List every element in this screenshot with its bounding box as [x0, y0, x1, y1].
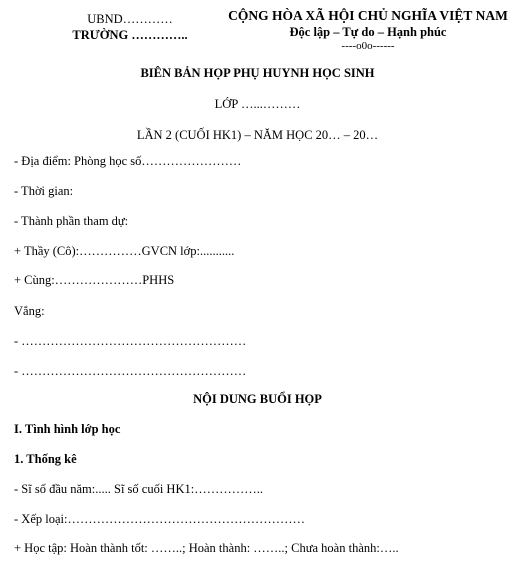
time-line: - Thời gian: [14, 184, 74, 198]
location-line: - Địa điểm: Phòng học số…………………… [14, 154, 242, 168]
header-separator: ----o0o------ [341, 40, 395, 52]
national-motto: Độc lập – Tự do – Hạnh phúc [289, 25, 447, 39]
teacher-line: + Thầy (Cô):……………GVCN lớp:........... [14, 244, 235, 258]
section-title: NỘI DUNG BUỔI HỌP [193, 392, 322, 406]
subsection-1-heading: 1. Thống kê [14, 452, 77, 466]
absent-item-2: - ……………………………………………… [14, 364, 247, 378]
national-header [228, 7, 508, 53]
national-name: CỘNG HÒA XÃ HỘI CHỦ NGHĨA VIỆT NAM [228, 8, 508, 23]
school-name-line: TRƯỜNG ………….. [72, 28, 188, 42]
headcount-line: - Sĩ số đầu năm:..... Sĩ số cuối HK1:…………….. [14, 482, 263, 496]
parents-line: + Cùng:…………………PHHS [14, 273, 175, 287]
study-results-line: + Học tập: Hoàn thành tốt: ……..; Hoàn thành: ……..; Chưa hoàn thành:….. [14, 541, 399, 555]
document-title: BIÊN BẢN HỌP PHỤ HUYNH HỌC SINH [140, 66, 375, 80]
ubnd-line: UBND………… [87, 12, 173, 26]
participants-line: - Thành phần tham dự: [14, 214, 129, 228]
ranking-line: - Xếp loại:………………………………………………… [14, 512, 305, 526]
session-line: LẦN 2 (CUỐI HK1) – NĂM HỌC 20… – 20… [136, 128, 379, 142]
absent-item-1: - ……………………………………………… [14, 334, 247, 348]
absent-label: Vắng: [14, 304, 45, 318]
school-header [40, 11, 220, 43]
section-1-heading: I. Tình hình lớp học [14, 422, 121, 436]
class-line: LỚP …...……… [214, 97, 301, 111]
